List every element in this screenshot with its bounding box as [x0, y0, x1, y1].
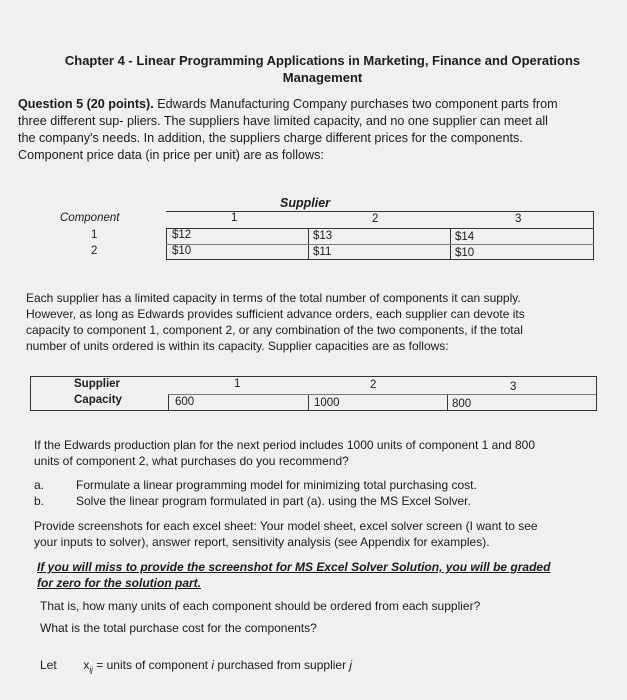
task-b-marker: b.	[34, 494, 45, 508]
capacity-line-4: number of units ordered is within its capacity. Supplier capacities are as follows:	[26, 339, 449, 353]
table-rule	[596, 376, 597, 410]
price-c2-s3: $10	[455, 247, 475, 259]
warning-line-2: for zero for the solution part.	[37, 576, 201, 590]
def-pre: = units of component	[92, 658, 212, 672]
table-rule	[447, 394, 448, 410]
question-paragraph	[18, 96, 618, 164]
let-word: Let	[40, 658, 57, 672]
capacity-line-3: capacity to component 1, component 2, or any combination of the two components, if the total	[26, 323, 523, 337]
question-line-4: Component price data (in price per unit) are as follows:	[18, 148, 324, 162]
supplier-header-3: 3	[515, 213, 522, 225]
price-c1-s2: $13	[313, 230, 333, 242]
cap-supplier-3: 3	[510, 381, 517, 393]
component-label: Component	[60, 212, 120, 224]
price-c2-s1: $10	[172, 245, 192, 257]
page-title	[40, 52, 605, 86]
capacity-s2: 1000	[314, 397, 340, 409]
price-c1-s1: $12	[172, 229, 192, 241]
price-table-header: Supplier	[280, 196, 331, 210]
supplier-header-2: 2	[372, 213, 379, 225]
price-c2-s2: $11	[313, 246, 332, 258]
var-subscript: ij	[89, 665, 93, 675]
question-line-3: the company's needs. In addition, the suppliers charge different prices for the components.	[18, 131, 523, 145]
question-cost: What is the total purchase cost for the components?	[40, 621, 317, 635]
capacity-s1: 600	[175, 396, 195, 408]
variable-definition	[40, 657, 600, 678]
capacity-line-1: Each supplier has a limited capacity in terms of the total number of components it can supply.	[26, 291, 521, 305]
def-mid: purchased from supplier	[214, 658, 350, 672]
var-x: x	[83, 658, 90, 672]
screenshot-instructions	[34, 518, 619, 550]
plan-line-2: units of component 2, what purchases do you recommend?	[34, 454, 349, 468]
question-order: That is, how many units of each component should be ordered from each supplier?	[40, 599, 481, 613]
capacity-line-2: However, as long as Edwards provides sufficient advance orders, each supplier can devote its	[26, 307, 525, 321]
price-c1-s3: $14	[455, 231, 475, 243]
task-list	[34, 477, 619, 509]
task-a-text: Formulate a linear programming model for minimizing total purchasing cost.	[76, 478, 477, 492]
component-1-label: 1	[91, 229, 98, 241]
grading-warning	[37, 559, 622, 591]
question-label: Question 5 (20 points).	[18, 97, 154, 111]
task-b	[34, 493, 619, 509]
def-j: j	[349, 658, 353, 672]
capacity-label-2: Capacity	[74, 394, 122, 406]
capacity-label-1: Supplier	[74, 378, 121, 390]
table-rule	[168, 394, 596, 395]
question-line-1: Edwards Manufacturing Company purchases two component parts from	[153, 97, 558, 111]
table-rule	[30, 376, 597, 377]
screenshot-line-2: your inputs to solver), answer report, sensitivity analysis (see Appendix for examples).	[34, 535, 490, 549]
table-rule	[166, 259, 594, 260]
table-rule	[166, 244, 594, 245]
title-line-1: Chapter 4 - Linear Programming Applications in Marketing, Finance and Operations	[64, 53, 581, 68]
table-rule	[168, 394, 169, 410]
capacity-s3: 800	[452, 398, 472, 410]
supplier-header-1: 1	[231, 212, 238, 224]
component-2-label: 2	[91, 245, 98, 257]
table-rule	[593, 212, 594, 260]
table-rule	[308, 394, 309, 410]
plan-line-1: If the Edwards production plan for the next period includes 1000 units of component 1 and 800	[34, 438, 535, 452]
question-line-2: three different sup- pliers. The suppliers have limited capacity, and no one supplier can meet all	[18, 114, 548, 128]
title-line-2: Management	[282, 70, 363, 85]
def-i: i	[211, 658, 215, 672]
cap-supplier-2: 2	[370, 379, 377, 391]
warning-line-1: If you will miss to provide the screenshot for MS Excel Solver Solution, you will be graded	[37, 560, 551, 574]
table-rule	[30, 410, 597, 411]
cap-supplier-1: 1	[234, 378, 241, 390]
table-rule	[30, 376, 31, 410]
table-rule	[166, 228, 594, 229]
capacity-paragraph	[26, 290, 621, 354]
screenshot-line-1: Provide screenshots for each excel sheet: Your model sheet, excel solver screen (I want to see	[34, 519, 538, 533]
task-a	[34, 477, 619, 493]
task-a-marker: a.	[34, 478, 45, 492]
plan-paragraph	[34, 437, 619, 469]
task-b-text: Solve the linear program formulated in part (a). using the MS Excel Solver.	[76, 494, 471, 508]
